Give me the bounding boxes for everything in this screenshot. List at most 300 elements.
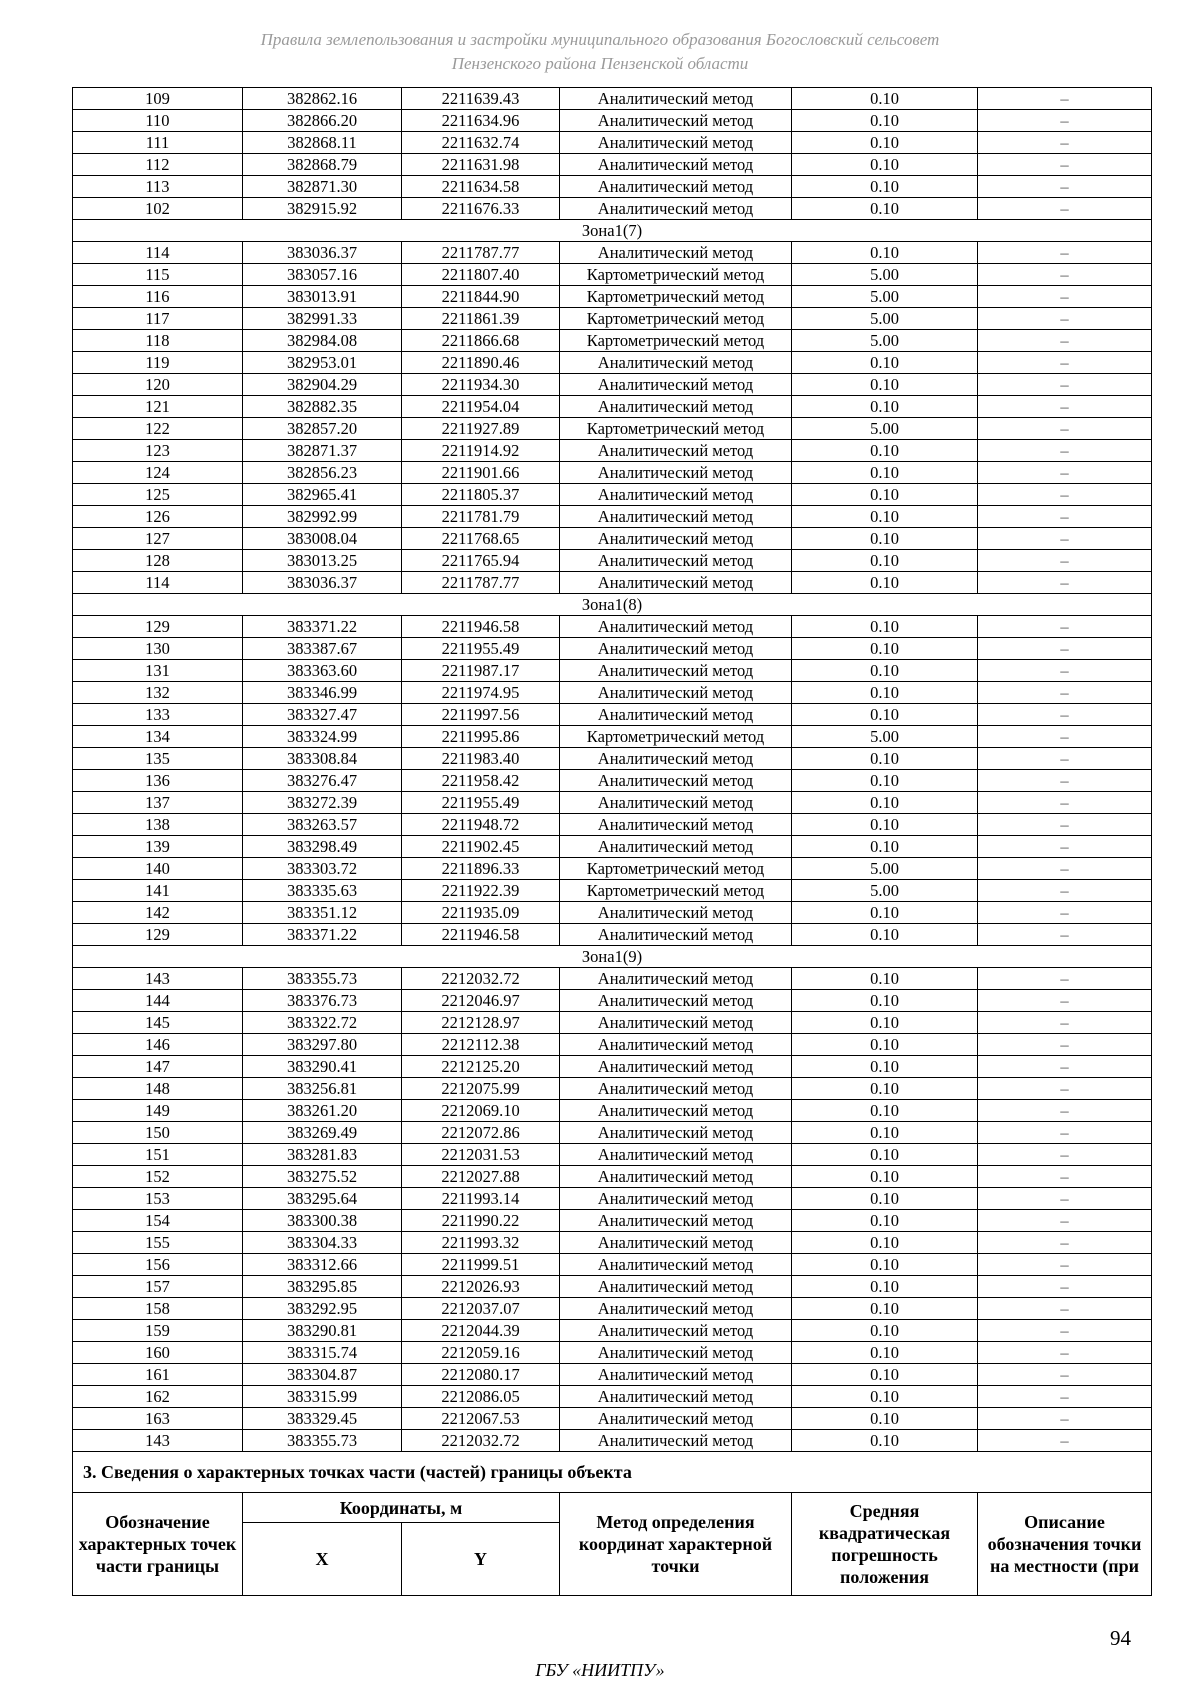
cell-coord-y: 2212125.20 xyxy=(402,1056,560,1078)
zone-row xyxy=(73,946,1152,968)
cell-coord-y: 2211634.58 xyxy=(402,176,560,198)
cell-coord-x: 382991.33 xyxy=(243,308,402,330)
cell-coord-y: 2211781.79 xyxy=(402,506,560,528)
table-row xyxy=(73,1144,1152,1166)
cell-coord-x: 383298.49 xyxy=(243,836,402,858)
cell-error: 5.00 xyxy=(792,308,978,330)
cell-error: 0.10 xyxy=(792,1298,978,1320)
cell-coord-x: 383036.37 xyxy=(243,572,402,594)
table-row xyxy=(73,1034,1152,1056)
cell-error: 5.00 xyxy=(792,418,978,440)
cell-method: Картометрический метод xyxy=(560,418,792,440)
cell-error: 0.10 xyxy=(792,506,978,528)
cell-description: – xyxy=(978,1386,1152,1408)
cell-method: Аналитический метод xyxy=(560,902,792,924)
cell-error: 0.10 xyxy=(792,242,978,264)
cell-error: 0.10 xyxy=(792,1430,978,1452)
cell-coord-x: 382904.29 xyxy=(243,374,402,396)
cell-coord-y: 2211902.45 xyxy=(402,836,560,858)
table-row xyxy=(73,264,1152,286)
cell-point-number: 159 xyxy=(73,1320,243,1342)
column-header-y: Y xyxy=(402,1523,560,1596)
cell-method: Аналитический метод xyxy=(560,1232,792,1254)
cell-description: – xyxy=(978,1034,1152,1056)
cell-method: Аналитический метод xyxy=(560,682,792,704)
cell-point-number: 126 xyxy=(73,506,243,528)
column-header-point: Обозначение характерных точек части границы xyxy=(73,1493,243,1596)
cell-error: 0.10 xyxy=(792,924,978,946)
cell-coord-x: 383263.57 xyxy=(243,814,402,836)
cell-coord-y: 2212037.07 xyxy=(402,1298,560,1320)
cell-description: – xyxy=(978,858,1152,880)
cell-method: Аналитический метод xyxy=(560,110,792,132)
cell-point-number: 136 xyxy=(73,770,243,792)
cell-point-number: 140 xyxy=(73,858,243,880)
section-3-title: 3. Сведения о характерных точках части (частей) границы объекта xyxy=(73,1452,1152,1493)
cell-description: – xyxy=(978,1012,1152,1034)
cell-coord-y: 2211946.58 xyxy=(402,616,560,638)
cell-description: – xyxy=(978,418,1152,440)
cell-method: Аналитический метод xyxy=(560,484,792,506)
cell-method: Аналитический метод xyxy=(560,770,792,792)
cell-method: Аналитический метод xyxy=(560,748,792,770)
cell-error: 0.10 xyxy=(792,748,978,770)
cell-error: 5.00 xyxy=(792,726,978,748)
cell-coord-x: 383322.72 xyxy=(243,1012,402,1034)
cell-coord-x: 382857.20 xyxy=(243,418,402,440)
cell-method: Аналитический метод xyxy=(560,1364,792,1386)
cell-point-number: 129 xyxy=(73,924,243,946)
cell-method: Аналитический метод xyxy=(560,814,792,836)
cell-coord-y: 2212086.05 xyxy=(402,1386,560,1408)
cell-description: – xyxy=(978,1320,1152,1342)
cell-error: 0.10 xyxy=(792,1276,978,1298)
cell-coord-y: 2211934.30 xyxy=(402,374,560,396)
cell-coord-y: 2211995.86 xyxy=(402,726,560,748)
cell-description: – xyxy=(978,154,1152,176)
cell-coord-y: 2211997.56 xyxy=(402,704,560,726)
cell-method: Аналитический метод xyxy=(560,660,792,682)
cell-error: 0.10 xyxy=(792,374,978,396)
cell-point-number: 162 xyxy=(73,1386,243,1408)
table-row xyxy=(73,198,1152,220)
cell-coord-y: 2211990.22 xyxy=(402,1210,560,1232)
cell-point-number: 109 xyxy=(73,88,243,110)
cell-coord-x: 382856.23 xyxy=(243,462,402,484)
cell-description: – xyxy=(978,242,1152,264)
zone-label: Зона1(7) xyxy=(73,220,1152,242)
cell-coord-y: 2212044.39 xyxy=(402,1320,560,1342)
cell-point-number: 150 xyxy=(73,1122,243,1144)
cell-error: 0.10 xyxy=(792,1056,978,1078)
cell-method: Аналитический метод xyxy=(560,1276,792,1298)
cell-point-number: 149 xyxy=(73,1100,243,1122)
cell-coord-y: 2212026.93 xyxy=(402,1276,560,1298)
cell-coord-y: 2212032.72 xyxy=(402,968,560,990)
cell-description: – xyxy=(978,726,1152,748)
cell-point-number: 120 xyxy=(73,374,243,396)
cell-point-number: 123 xyxy=(73,440,243,462)
table-row xyxy=(73,1254,1152,1276)
table-row xyxy=(73,990,1152,1012)
table-row xyxy=(73,1188,1152,1210)
cell-method: Аналитический метод xyxy=(560,1078,792,1100)
cell-description: – xyxy=(978,1210,1152,1232)
cell-point-number: 114 xyxy=(73,242,243,264)
document-footer: ГБУ «НИИТПУ» xyxy=(535,1660,665,1680)
table-row xyxy=(73,792,1152,814)
cell-method: Аналитический метод xyxy=(560,1298,792,1320)
cell-method: Аналитический метод xyxy=(560,1408,792,1430)
cell-description: – xyxy=(978,1276,1152,1298)
cell-method: Аналитический метод xyxy=(560,132,792,154)
cell-coord-y: 2211987.17 xyxy=(402,660,560,682)
cell-coord-x: 383355.73 xyxy=(243,968,402,990)
cell-coord-x: 383363.60 xyxy=(243,660,402,682)
cell-coord-x: 382882.35 xyxy=(243,396,402,418)
cell-point-number: 143 xyxy=(73,968,243,990)
cell-coord-y: 2212075.99 xyxy=(402,1078,560,1100)
cell-description: – xyxy=(978,550,1152,572)
cell-error: 0.10 xyxy=(792,88,978,110)
zone-row xyxy=(73,220,1152,242)
cell-point-number: 116 xyxy=(73,286,243,308)
cell-coord-x: 383346.99 xyxy=(243,682,402,704)
coordinates-table xyxy=(72,87,1152,1596)
cell-coord-x: 383315.74 xyxy=(243,1342,402,1364)
cell-error: 0.10 xyxy=(792,902,978,924)
cell-method: Аналитический метод xyxy=(560,1166,792,1188)
table-row xyxy=(73,1298,1152,1320)
cell-coord-y: 2212128.97 xyxy=(402,1012,560,1034)
cell-coord-x: 382868.79 xyxy=(243,154,402,176)
cell-error: 0.10 xyxy=(792,1144,978,1166)
cell-point-number: 119 xyxy=(73,352,243,374)
cell-description: – xyxy=(978,1408,1152,1430)
cell-method: Аналитический метод xyxy=(560,1122,792,1144)
cell-description: – xyxy=(978,396,1152,418)
cell-coord-y: 2211935.09 xyxy=(402,902,560,924)
cell-coord-x: 382915.92 xyxy=(243,198,402,220)
cell-description: – xyxy=(978,924,1152,946)
cell-point-number: 142 xyxy=(73,902,243,924)
cell-point-number: 111 xyxy=(73,132,243,154)
cell-coord-x: 383261.20 xyxy=(243,1100,402,1122)
cell-error: 0.10 xyxy=(792,1188,978,1210)
cell-method: Аналитический метод xyxy=(560,396,792,418)
table-row xyxy=(73,418,1152,440)
cell-method: Аналитический метод xyxy=(560,242,792,264)
cell-point-number: 121 xyxy=(73,396,243,418)
cell-coord-x: 383013.25 xyxy=(243,550,402,572)
cell-method: Аналитический метод xyxy=(560,352,792,374)
table-row xyxy=(73,924,1152,946)
table-row xyxy=(73,1078,1152,1100)
cell-coord-x: 383324.99 xyxy=(243,726,402,748)
table-row xyxy=(73,132,1152,154)
cell-method: Аналитический метод xyxy=(560,1210,792,1232)
table-row xyxy=(73,242,1152,264)
cell-description: – xyxy=(978,968,1152,990)
header-line-1: Правила землепользования и застройки муниципального образования Богословский сельсовет xyxy=(260,30,940,49)
cell-method: Аналитический метод xyxy=(560,88,792,110)
cell-description: – xyxy=(978,616,1152,638)
cell-point-number: 153 xyxy=(73,1188,243,1210)
cell-coord-y: 2211901.66 xyxy=(402,462,560,484)
column-header-description: Описание обозначения точки на местности (при xyxy=(978,1493,1152,1596)
cell-point-number: 122 xyxy=(73,418,243,440)
cell-error: 5.00 xyxy=(792,858,978,880)
cell-point-number: 112 xyxy=(73,154,243,176)
cell-error: 5.00 xyxy=(792,286,978,308)
cell-coord-y: 2212072.86 xyxy=(402,1122,560,1144)
cell-coord-x: 383269.49 xyxy=(243,1122,402,1144)
cell-description: – xyxy=(978,1166,1152,1188)
cell-method: Аналитический метод xyxy=(560,1144,792,1166)
cell-coord-y: 2211765.94 xyxy=(402,550,560,572)
cell-coord-y: 2211866.68 xyxy=(402,330,560,352)
cell-point-number: 135 xyxy=(73,748,243,770)
cell-coord-x: 383371.22 xyxy=(243,924,402,946)
cell-error: 0.10 xyxy=(792,814,978,836)
cell-coord-y: 2211631.98 xyxy=(402,154,560,176)
cell-point-number: 154 xyxy=(73,1210,243,1232)
cell-error: 0.10 xyxy=(792,198,978,220)
cell-error: 0.10 xyxy=(792,704,978,726)
cell-coord-y: 2211922.39 xyxy=(402,880,560,902)
table-row xyxy=(73,1364,1152,1386)
cell-coord-y: 2211861.39 xyxy=(402,308,560,330)
cell-point-number: 145 xyxy=(73,1012,243,1034)
cell-point-number: 146 xyxy=(73,1034,243,1056)
table-row xyxy=(73,1232,1152,1254)
cell-point-number: 144 xyxy=(73,990,243,1012)
cell-method: Аналитический метод xyxy=(560,550,792,572)
cell-error: 0.10 xyxy=(792,550,978,572)
cell-coord-y: 2211948.72 xyxy=(402,814,560,836)
cell-coord-y: 2211927.89 xyxy=(402,418,560,440)
cell-point-number: 156 xyxy=(73,1254,243,1276)
coordinates-table-body xyxy=(73,88,1152,1452)
cell-coord-x: 382871.30 xyxy=(243,176,402,198)
cell-description: – xyxy=(978,176,1152,198)
cell-description: – xyxy=(978,88,1152,110)
cell-coord-y: 2212046.97 xyxy=(402,990,560,1012)
cell-error: 0.10 xyxy=(792,1364,978,1386)
cell-error: 0.10 xyxy=(792,836,978,858)
cell-point-number: 133 xyxy=(73,704,243,726)
table-row xyxy=(73,770,1152,792)
cell-error: 5.00 xyxy=(792,880,978,902)
cell-method: Аналитический метод xyxy=(560,572,792,594)
cell-description: – xyxy=(978,792,1152,814)
cell-point-number: 157 xyxy=(73,1276,243,1298)
cell-method: Аналитический метод xyxy=(560,1320,792,1342)
zone-label: Зона1(8) xyxy=(73,594,1152,616)
table-row xyxy=(73,1342,1152,1364)
cell-point-number: 128 xyxy=(73,550,243,572)
cell-coord-x: 382965.41 xyxy=(243,484,402,506)
cell-point-number: 132 xyxy=(73,682,243,704)
cell-coord-x: 383290.41 xyxy=(243,1056,402,1078)
cell-coord-x: 383329.45 xyxy=(243,1408,402,1430)
cell-error: 0.10 xyxy=(792,792,978,814)
cell-point-number: 134 xyxy=(73,726,243,748)
cell-method: Аналитический метод xyxy=(560,176,792,198)
cell-method: Аналитический метод xyxy=(560,836,792,858)
cell-method: Аналитический метод xyxy=(560,924,792,946)
cell-error: 0.10 xyxy=(792,572,978,594)
cell-error: 0.10 xyxy=(792,1078,978,1100)
cell-coord-y: 2211914.92 xyxy=(402,440,560,462)
cell-description: – xyxy=(978,440,1152,462)
cell-error: 0.10 xyxy=(792,682,978,704)
cell-coord-y: 2211958.42 xyxy=(402,770,560,792)
cell-error: 0.10 xyxy=(792,1342,978,1364)
cell-coord-y: 2211768.65 xyxy=(402,528,560,550)
cell-coord-y: 2211787.77 xyxy=(402,572,560,594)
cell-coord-y: 2212031.53 xyxy=(402,1144,560,1166)
cell-method: Аналитический метод xyxy=(560,374,792,396)
cell-point-number: 151 xyxy=(73,1144,243,1166)
table-row xyxy=(73,1122,1152,1144)
table-row xyxy=(73,660,1152,682)
table-row xyxy=(73,1012,1152,1034)
cell-error: 0.10 xyxy=(792,484,978,506)
cell-coord-y: 2211983.40 xyxy=(402,748,560,770)
cell-coord-y: 2211807.40 xyxy=(402,264,560,286)
table-row xyxy=(73,814,1152,836)
cell-coord-y: 2211787.77 xyxy=(402,242,560,264)
table-row xyxy=(73,110,1152,132)
cell-description: – xyxy=(978,1056,1152,1078)
cell-method: Аналитический метод xyxy=(560,1430,792,1452)
cell-description: – xyxy=(978,1254,1152,1276)
table-row xyxy=(73,550,1152,572)
cell-method: Картометрический метод xyxy=(560,264,792,286)
column-header-error: Средняя квадратическая погрешность положения xyxy=(792,1493,978,1596)
table-row xyxy=(73,1210,1152,1232)
zone-label: Зона1(9) xyxy=(73,946,1152,968)
cell-point-number: 102 xyxy=(73,198,243,220)
cell-description: – xyxy=(978,1298,1152,1320)
cell-method: Аналитический метод xyxy=(560,1254,792,1276)
cell-method: Картометрический метод xyxy=(560,726,792,748)
cell-point-number: 143 xyxy=(73,1430,243,1452)
cell-coord-x: 383276.47 xyxy=(243,770,402,792)
cell-coord-y: 2212027.88 xyxy=(402,1166,560,1188)
cell-method: Аналитический метод xyxy=(560,968,792,990)
cell-description: – xyxy=(978,198,1152,220)
cell-error: 5.00 xyxy=(792,264,978,286)
cell-method: Аналитический метод xyxy=(560,1386,792,1408)
cell-description: – xyxy=(978,1144,1152,1166)
cell-coord-x: 382984.08 xyxy=(243,330,402,352)
cell-method: Аналитический метод xyxy=(560,506,792,528)
cell-description: – xyxy=(978,506,1152,528)
table-row xyxy=(73,1100,1152,1122)
cell-method: Картометрический метод xyxy=(560,286,792,308)
cell-coord-y: 2211993.32 xyxy=(402,1232,560,1254)
cell-method: Картометрический метод xyxy=(560,330,792,352)
cell-coord-x: 383315.99 xyxy=(243,1386,402,1408)
cell-description: – xyxy=(978,638,1152,660)
cell-coord-y: 2211844.90 xyxy=(402,286,560,308)
cell-description: – xyxy=(978,1430,1152,1452)
cell-coord-x: 383304.87 xyxy=(243,1364,402,1386)
cell-point-number: 155 xyxy=(73,1232,243,1254)
cell-method: Аналитический метод xyxy=(560,616,792,638)
cell-coord-y: 2211634.96 xyxy=(402,110,560,132)
cell-coord-y: 2212069.10 xyxy=(402,1100,560,1122)
cell-point-number: 131 xyxy=(73,660,243,682)
cell-error: 0.10 xyxy=(792,440,978,462)
cell-point-number: 125 xyxy=(73,484,243,506)
cell-coord-y: 2211955.49 xyxy=(402,638,560,660)
table-row xyxy=(73,1166,1152,1188)
cell-description: – xyxy=(978,572,1152,594)
cell-coord-x: 383304.33 xyxy=(243,1232,402,1254)
cell-error: 0.10 xyxy=(792,176,978,198)
cell-description: – xyxy=(978,1364,1152,1386)
cell-description: – xyxy=(978,1122,1152,1144)
cell-point-number: 114 xyxy=(73,572,243,594)
cell-error: 0.10 xyxy=(792,154,978,176)
cell-coord-x: 383335.63 xyxy=(243,880,402,902)
cell-error: 0.10 xyxy=(792,1210,978,1232)
cell-method: Аналитический метод xyxy=(560,990,792,1012)
cell-point-number: 163 xyxy=(73,1408,243,1430)
cell-error: 0.10 xyxy=(792,660,978,682)
cell-description: – xyxy=(978,330,1152,352)
cell-coord-y: 2211946.58 xyxy=(402,924,560,946)
cell-point-number: 152 xyxy=(73,1166,243,1188)
table-row xyxy=(73,682,1152,704)
cell-coord-x: 383300.38 xyxy=(243,1210,402,1232)
table-row xyxy=(73,352,1152,374)
cell-description: – xyxy=(978,836,1152,858)
table-row xyxy=(73,748,1152,770)
cell-point-number: 160 xyxy=(73,1342,243,1364)
table-row xyxy=(73,396,1152,418)
column-header-method: Метод определения координат характерной точки xyxy=(560,1493,792,1596)
table-row xyxy=(73,1056,1152,1078)
cell-coord-x: 383256.81 xyxy=(243,1078,402,1100)
cell-description: – xyxy=(978,748,1152,770)
cell-coord-x: 382868.11 xyxy=(243,132,402,154)
cell-coord-y: 2211974.95 xyxy=(402,682,560,704)
cell-description: – xyxy=(978,308,1152,330)
cell-description: – xyxy=(978,132,1152,154)
cell-coord-y: 2212032.72 xyxy=(402,1430,560,1452)
cell-description: – xyxy=(978,528,1152,550)
cell-description: – xyxy=(978,682,1152,704)
cell-coord-x: 383312.66 xyxy=(243,1254,402,1276)
cell-method: Картометрический метод xyxy=(560,880,792,902)
cell-point-number: 147 xyxy=(73,1056,243,1078)
cell-coord-x: 382862.16 xyxy=(243,88,402,110)
cell-coord-x: 383036.37 xyxy=(243,242,402,264)
cell-coord-y: 2211639.43 xyxy=(402,88,560,110)
table-row xyxy=(73,572,1152,594)
cell-coord-x: 383290.81 xyxy=(243,1320,402,1342)
cell-method: Аналитический метод xyxy=(560,1342,792,1364)
cell-point-number: 115 xyxy=(73,264,243,286)
table-row xyxy=(73,154,1152,176)
cell-coord-x: 383376.73 xyxy=(243,990,402,1012)
cell-method: Аналитический метод xyxy=(560,1188,792,1210)
table-row xyxy=(73,1386,1152,1408)
